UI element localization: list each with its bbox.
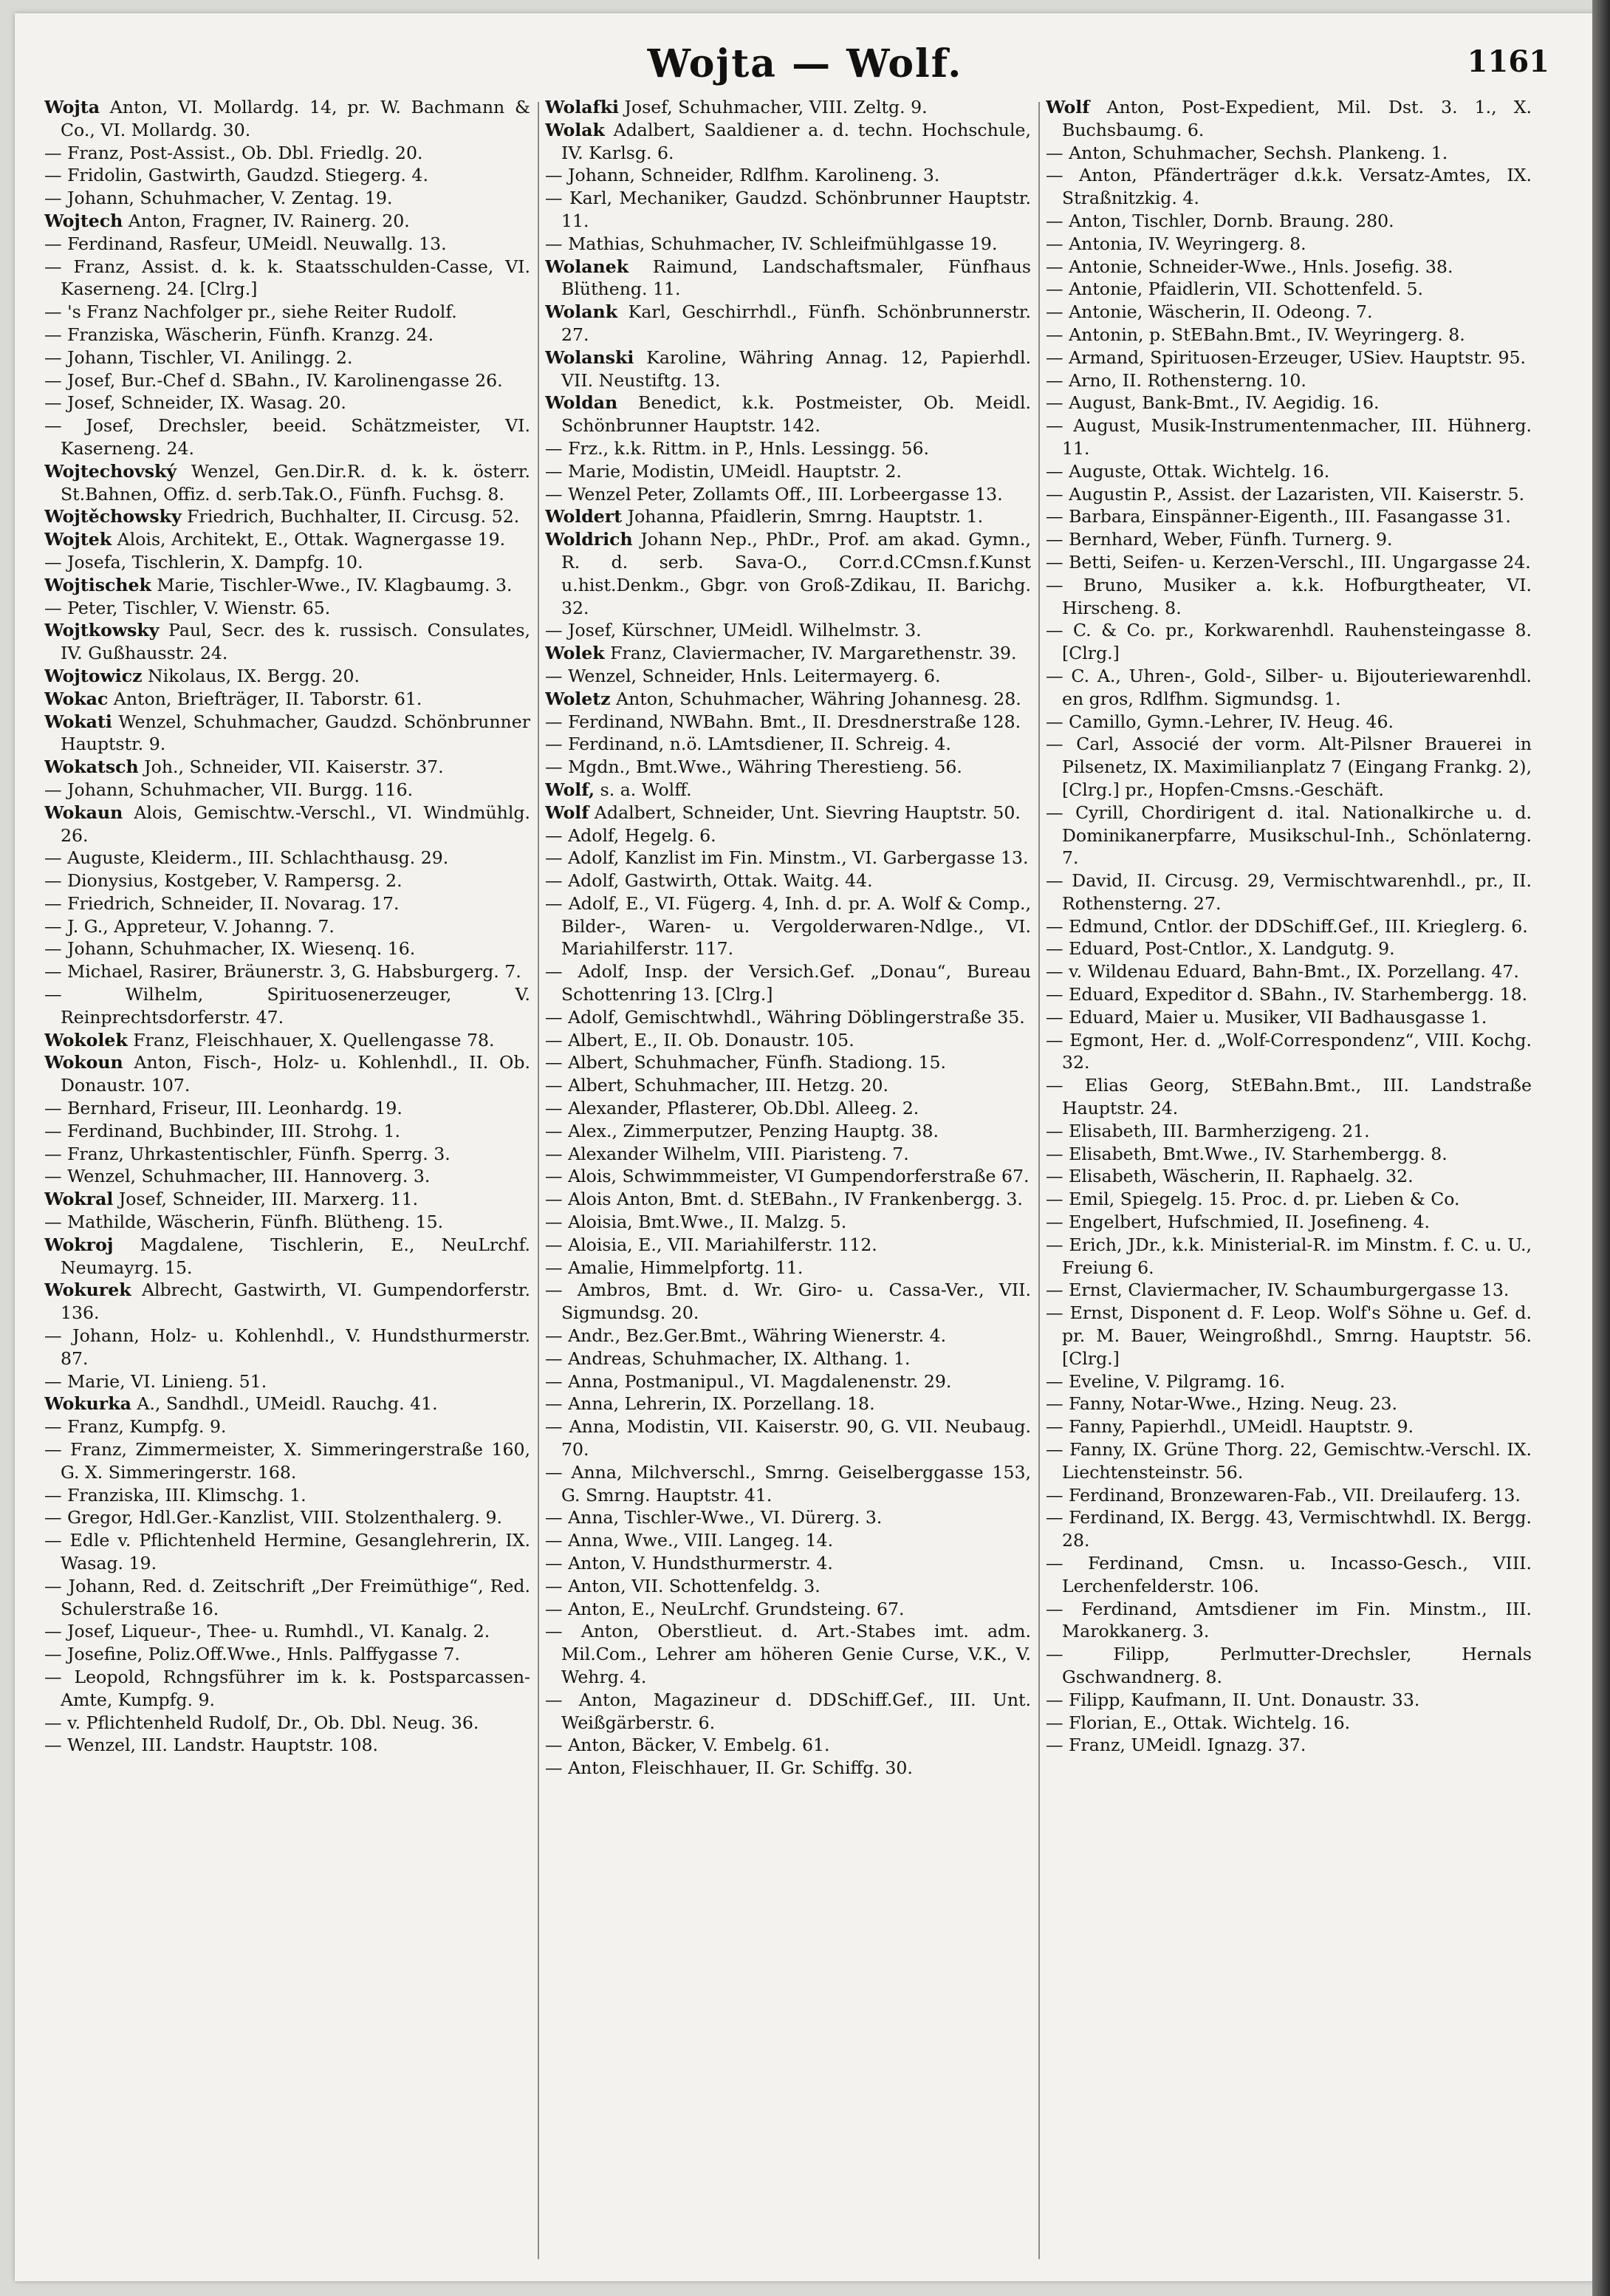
surname-heading: Woldan: [545, 392, 618, 414]
directory-entry: Wokoun Anton, Fisch-, Holz- u. Kohlenhdl., II. Ob. Donaustr. 107.: [44, 1052, 530, 1096]
directory-entry: — Eveline, V. Pilgramg. 16.: [1046, 1370, 1286, 1392]
surname-heading: Wojta: [44, 97, 100, 117]
directory-entry: — Ambros, Bmt. d. Wr. Giro- u. Cassa-Ver., VII. Sigmundsg. 20.: [545, 1279, 1031, 1324]
directory-entry: Wojtechovský Wenzel, Gen.Dir.R. d. k. k. österr. St.Bahnen, Offiz. d. serb.Tak.O., Fünfh. Fuchsg. 8.: [44, 460, 530, 505]
directory-entry: — Aloisia, Bmt.Wwe., II. Malzg. 5.: [545, 1212, 847, 1233]
directory-entry: — Antonia, IV. Weyringerg. 8.: [1046, 233, 1306, 254]
directory-entry: — Peter, Tischler, V. Wienstr. 65.: [44, 597, 331, 618]
directory-entry: — Johann, Schuhmacher, IX. Wiesenq. 16.: [44, 938, 416, 960]
directory-entry: — Johann, Schneider, Rdlfhm. Karolineng. 3.: [545, 165, 940, 186]
page-number: 1161: [1467, 44, 1549, 79]
directory-entry: — Ernst, Disponent d. F. Leop. Wolf's Söhne u. Gef. d. pr. M. Bauer, Weingroßhdl., Smrng. Hauptstr. 56. [Clrg.]: [1046, 1302, 1532, 1369]
directory-column-3: [1046, 96, 1532, 2261]
directory-entry: — Josef, Bur.-Chef d. SBahn., IV. Karolinengasse 26.: [44, 369, 503, 391]
directory-entry: — Franz, Post-Assist., Ob. Dbl. Friedlg. 20.: [44, 142, 423, 163]
directory-entry: — Fanny, Notar-Wwe., Hzing. Neug. 23.: [1046, 1393, 1398, 1415]
directory-entry: — Filipp, Kaufmann, II. Unt. Donaustr. 33.: [1046, 1689, 1420, 1710]
surname-heading: Woldrich: [545, 529, 633, 550]
surname-heading: Wojtěchowsky: [44, 506, 182, 527]
directory-entry: — August, Musik-Instrumentenmacher, III. Hühnerg. 11.: [1046, 415, 1532, 459]
directory-entry: — Alexander Wilhelm, VIII. Piaristeng. 7.: [545, 1143, 909, 1164]
directory-entry: — Adolf, Hegelg. 6.: [545, 824, 716, 846]
directory-entry: — Wenzel, III. Landstr. Hauptstr. 108.: [44, 1735, 379, 1756]
directory-entry: — Ferdinand, Buchbinder, III. Strohg. 1.: [44, 1120, 401, 1141]
directory-entry: — Adolf, E., VI. Fügerg. 4, Inh. d. pr. A. Wolf & Comp., Bilder-, Waren- u. Vergolderwaren-Ndlge., VI. Mariahilferstr. 117.: [545, 892, 1031, 960]
surname-heading: Wokroj: [44, 1234, 114, 1255]
directory-entry: — Anton, Tischler, Dornb. Braung. 280.: [1046, 210, 1394, 231]
directory-entry: Woletz Anton, Schuhmacher, Währing Johannesg. 28.: [545, 688, 1021, 709]
directory-entry: — Ferdinand, Bronzewaren-Fab., VII. Dreilauferg. 13.: [1046, 1484, 1521, 1506]
directory-entry: — Anna, Postmanipul., VI. Magdalenenstr. 29.: [545, 1370, 952, 1392]
directory-entry: Wolanski Karoline, Währing Annag. 12, Papierhdl. VII. Neustiftg. 13.: [545, 346, 1031, 391]
directory-entry: — Anna, Wwe., VIII. Langeg. 14.: [545, 1530, 834, 1551]
directory-entry: — Edle v. Pflichtenheld Hermine, Gesanglehrerin, IX. Wasag. 19.: [44, 1530, 530, 1574]
directory-entry: Wojta Anton, VI. Mollardg. 14, pr. W. Bachmann & Co., VI. Mollardg. 30.: [44, 97, 530, 140]
surname-heading: Wojtkowsky: [44, 620, 160, 641]
directory-entry: — Josefine, Poliz.Off.Wwe., Hnls. Palffygasse 7.: [44, 1644, 460, 1665]
directory-entry: — Barbara, Einspänner-Eigenth., III. Fasangasse 31.: [1046, 506, 1511, 527]
running-head: [15, 37, 1595, 96]
directory-entry: — Anton, V. Hundsthurmerstr. 4.: [545, 1553, 833, 1574]
directory-entry: — Armand, Spirituosen-Erzeuger, USiev. Hauptstr. 95.: [1046, 346, 1527, 368]
directory-entry: — Alex., Zimmerputzer, Penzing Hauptg. 38.: [545, 1120, 939, 1141]
directory-entry: — Antonin, p. StEBahn.Bmt., IV. Weyringerg. 8.: [1046, 324, 1465, 345]
surname-heading: Wojtech: [44, 210, 123, 231]
directory-entry: — Mgdn., Bmt.Wwe., Währing Therestieng. 56.: [545, 756, 962, 778]
directory-entry: — Anton, Oberstlieut. d. Art.-Stabes imt. adm. Mil.Com., Lehrer am höheren Genie Curse, V.K., V. Wehrg. 4.: [545, 1621, 1031, 1687]
directory-entry: — Adolf, Insp. der Versich.Gef. „Donau“, Bureau Schottenring 13. [Clrg.]: [545, 961, 1031, 1005]
directory-entry: — August, Bank-Bmt., IV. Aegidig. 16.: [1046, 392, 1380, 414]
directory-entry: — Augustin P., Assist. der Lazaristen, VII. Kaiserstr. 5.: [1046, 483, 1525, 505]
surname-heading: Wokurek: [44, 1279, 131, 1301]
directory-entry: — Johann, Holz- u. Kohlenhdl., V. Hundsthurmerstr. 87.: [44, 1325, 530, 1369]
surname-heading: Wolank: [545, 301, 618, 323]
directory-entry: — Elisabeth, Wäscherin, II. Raphaelg. 32.: [1046, 1166, 1414, 1187]
directory-entry: — Andreas, Schuhmacher, IX. Althang. 1.: [545, 1347, 911, 1369]
directory-entry: Wokroj Magdalene, Tischlerin, E., NeuLrchf. Neumayrg. 15.: [44, 1234, 530, 1278]
directory-entry: — Anton, E., NeuLrchf. Grundsteing. 67.: [545, 1598, 905, 1619]
directory-entry: — Marie, Modistin, UMeidl. Hauptstr. 2.: [545, 460, 902, 482]
column-rule: [538, 102, 539, 2259]
directory-entry: — Franz, UMeidl. Ignazg. 37.: [1046, 1735, 1306, 1756]
directory-entry: — Auguste, Kleiderm., III. Schlachthausg. 29.: [44, 847, 449, 869]
surname-heading: Wojtek: [44, 529, 112, 550]
directory-entry: — Antonie, Schneider-Wwe., Hnls. Josefig. 38.: [1046, 256, 1453, 277]
directory-entry: Woldrich Johann Nep., PhDr., Prof. am akad. Gymn., R. d. serb. Sava-O., Corr.d.CCmsn.f.Kunst u.hist.Denkm., Gbgr. von Groß-Zdikau, II. Barichg. 32.: [545, 529, 1031, 618]
directory-entry: — Ferdinand, Cmsn. u. Incasso-Gesch., VIII. Lerchenfelderstr. 106.: [1046, 1553, 1532, 1596]
column-rule: [1038, 102, 1040, 2259]
directory-entry: — Frz., k.k. Rittm. in P., Hnls. Lessingg. 56.: [545, 437, 929, 459]
surname-heading: Wolek: [545, 643, 605, 664]
directory-entry: Wolf, s. a. Wolff.: [545, 779, 692, 800]
directory-entry: — Johann, Red. d. Zeitschrift „Der Freimüthige“, Red. Schulerstraße 16.: [44, 1575, 530, 1619]
directory-entry: — Alois, Schwimmmeister, VI Gumpendorferstraße 67.: [545, 1166, 1030, 1187]
directory-entry: — Franz, Assist. d. k. k. Staatsschulden-Casse, VI. Kaserneng. 24. [Clrg.]: [44, 256, 530, 300]
directory-entry: — Antonie, Pfaidlerin, VII. Schottenfeld. 5.: [1046, 279, 1423, 300]
directory-entry: — Camillo, Gymn.-Lehrer, IV. Heug. 46.: [1046, 711, 1394, 732]
directory-entry: — C. & Co. pr., Korkwarenhdl. Rauhensteingasse 8. [Clrg.]: [1046, 620, 1532, 664]
directory-column-2: [545, 96, 1031, 2261]
directory-entry: Wokati Wenzel, Schuhmacher, Gaudzd. Schönbrunner Hauptstr. 9.: [44, 711, 530, 755]
directory-entry: — Johann, Schuhmacher, VII. Burgg. 116.: [44, 779, 414, 800]
directory-entry: — Mathilde, Wäscherin, Fünfh. Blütheng. 15.: [44, 1212, 444, 1233]
directory-entry: — Johann, Tischler, VI. Anilingg. 2.: [44, 346, 353, 368]
surname-heading: Wokac: [44, 688, 109, 709]
directory-entry: — Michael, Rasirer, Bräunerstr. 3, G. Habsburgerg. 7.: [44, 961, 521, 983]
surname-heading: Woldert: [545, 506, 623, 527]
surname-heading: Wolf: [545, 802, 589, 823]
directory-entry: Wolf Anton, Post-Expedient, Mil. Dst. 3. 1., X. Buchsbaumg. 6.: [1046, 97, 1532, 140]
directory-entry: — Fridolin, Gastwirth, Gaudzd. Stiegerg. 4.: [44, 165, 428, 186]
directory-entry: — Anton, Magazineur d. DDSchiff.Gef., III. Unt. Weißgärberstr. 6.: [545, 1689, 1031, 1733]
directory-entry: — C. A., Uhren-, Gold-, Silber- u. Bijouteriewarenhdl. en gros, Rdlfhm. Sigmundsg. 1.: [1046, 665, 1532, 709]
directory-entry: — Ferdinand, IX. Bergg. 43, Vermischtwhdl. IX. Bergg. 28.: [1046, 1507, 1532, 1551]
directory-entry: — Josef, Drechsler, beeid. Schätzmeister, VI. Kaserneng. 24.: [44, 415, 530, 459]
directory-entry: — Wilhelm, Spirituosenerzeuger, V. Reinprechtsdorferstr. 47.: [44, 984, 530, 1028]
directory-entry: — Karl, Mechaniker, Gaudzd. Schönbrunner Hauptstr. 11.: [545, 188, 1031, 231]
directory-entry: — Aloisia, E., VII. Mariahilferstr. 112.: [545, 1234, 877, 1255]
directory-entry: — Ferdinand, NWBahn. Bmt., II. Dresdnerstraße 128.: [545, 711, 1021, 732]
directory-entry: — Fanny, IX. Grüne Thorg. 22, Gemischtw.-Verschl. IX. Liechtensteinstr. 56.: [1046, 1439, 1532, 1483]
directory-entry: — Amalie, Himmelpfortg. 11.: [545, 1257, 804, 1278]
surname-heading: Wojtechovský: [44, 460, 177, 482]
directory-entry: — Anna, Tischler-Wwe., VI. Dürerg. 3.: [545, 1507, 883, 1528]
directory-entry: — Eduard, Post-Cntlor., X. Landgutg. 9.: [1046, 938, 1395, 960]
directory-entry: — Fanny, Papierhdl., UMeidl. Hauptstr. 9.: [1046, 1416, 1414, 1438]
directory-entry: — v. Pflichtenheld Rudolf, Dr., Ob. Dbl. Neug. 36.: [44, 1712, 479, 1733]
directory-entry: Wolanek Raimund, Landschaftsmaler, Fünfhaus Blütheng. 11.: [545, 256, 1031, 300]
surname-heading: Wokaun: [44, 802, 123, 823]
directory-entry: Wojtěchowsky Friedrich, Buchhalter, II. Circusg. 52.: [44, 506, 520, 527]
directory-entry: — Bernhard, Weber, Fünfh. Turnerg. 9.: [1046, 529, 1393, 550]
directory-entry: Wokaun Alois, Gemischtw.-Verschl., VI. Windmühlg. 26.: [44, 802, 530, 846]
surname-heading: Wolanek: [545, 256, 629, 277]
directory-entry: — Filipp, Perlmutter-Drechsler, Hernals Gschwandnerg. 8.: [1046, 1644, 1532, 1687]
directory-entry: — Elias Georg, StEBahn.Bmt., III. Landstraße Hauptstr. 24.: [1046, 1075, 1532, 1119]
directory-entry: — Florian, E., Ottak. Wichtelg. 16.: [1046, 1712, 1351, 1733]
directory-entry: — Adolf, Gemischtwhdl., Währing Döblingerstraße 35.: [545, 1006, 1025, 1028]
directory-entry: — Edmund, Cntlor. der DDSchiff.Gef., III. Krieglerg. 6.: [1046, 915, 1528, 937]
directory-entry: — Franz, Zimmermeister, X. Simmeringerstraße 160, G. X. Simmeringerstr. 168.: [44, 1439, 530, 1483]
directory-entry: — Ernst, Claviermacher, IV. Schaumburgergasse 13.: [1046, 1279, 1510, 1301]
directory-entry: Wolank Karl, Geschirrhdl., Fünfh. Schönbrunnerstr. 27.: [545, 301, 1031, 345]
directory-entry: — Bruno, Musiker a. k.k. Hofburgtheater, VI. Hirscheng. 8.: [1046, 574, 1532, 618]
directory-entry: — Leopold, Rchngsführer im k. k. Postsparcassen-Amte, Kumpfg. 9.: [44, 1666, 530, 1710]
directory-entry: — Eduard, Maier u. Musiker, VII Badhausgasse 1.: [1046, 1006, 1487, 1028]
directory-column-1: [44, 96, 530, 2261]
directory-entry: — Josef, Schneider, IX. Wasag. 20.: [44, 392, 346, 414]
directory-entry: — Wenzel, Schuhmacher, III. Hannoverg. 3.: [44, 1166, 431, 1187]
directory-entry: Wojtech Anton, Fragner, IV. Rainerg. 20.: [44, 210, 410, 231]
directory-entry: — Bernhard, Friseur, III. Leonhardg. 19.: [44, 1098, 402, 1119]
directory-entry: Wojtek Alois, Architekt, E., Ottak. Wagnergasse 19.: [44, 529, 506, 550]
surname-heading: Wokati: [44, 711, 112, 732]
directory-entry: — Alexander, Pflasterer, Ob.Dbl. Alleeg. 2.: [545, 1098, 919, 1119]
directory-entry: — Dionysius, Kostgeber, V. Rampersg. 2.: [44, 870, 402, 892]
directory-entry: Wolafki Josef, Schuhmacher, VIII. Zeltg. 9.: [545, 97, 928, 117]
directory-entry: — Johann, Schuhmacher, V. Zentag. 19.: [44, 188, 393, 209]
directory-entry: — Mathias, Schuhmacher, IV. Schleifmühlgasse 19.: [545, 233, 998, 254]
directory-entry: Wokac Anton, Briefträger, II. Taborstr. 61.: [44, 688, 422, 709]
directory-entry: Wolak Adalbert, Saaldiener a. d. techn. Hochschule, IV. Karlsg. 6.: [545, 119, 1031, 163]
directory-entry: — Elisabeth, III. Barmherzigeng. 21.: [1046, 1120, 1370, 1141]
directory-entry: — Engelbert, Hufschmied, II. Josefineng. 4.: [1046, 1212, 1431, 1233]
directory-entry: — Wenzel Peter, Zollamts Off., III. Lorbeergasse 13.: [545, 483, 1003, 505]
surname-heading: Wolak: [545, 119, 605, 140]
directory-entry: — Egmont, Her. d. „Wolf-Correspondenz“, VIII. Kochg. 32.: [1046, 1029, 1532, 1073]
surname-heading: Wolf: [1046, 97, 1090, 117]
directory-entry: — Anton, VII. Schottenfeldg. 3.: [545, 1575, 821, 1596]
directory-entry: — J. G., Appreteur, V. Johanng. 7.: [44, 915, 335, 937]
directory-page: [15, 13, 1595, 2281]
directory-entry: — David, II. Circusg. 29, Vermischtwarenhdl., pr., II. Rothensterng. 27.: [1046, 870, 1532, 914]
directory-entry: — Franziska, Wäscherin, Fünfh. Kranzg. 24.: [44, 324, 434, 345]
directory-entry: — Anton, Schuhmacher, Sechsh. Plankeng. 1.: [1046, 142, 1448, 163]
directory-entry: — Albert, E., II. Ob. Donaustr. 105.: [545, 1029, 854, 1050]
directory-entry: — Anton, Pfänderträger d.k.k. Versatz-Amtes, IX. Straßnitzkig. 4.: [1046, 165, 1532, 209]
directory-entry: — Gregor, Hdl.Ger.-Kanzlist, VIII. Stolzenthalerg. 9.: [44, 1507, 502, 1528]
surname-heading: Wolanski: [545, 346, 634, 368]
directory-entry: — Antonie, Wäscherin, II. Odeong. 7.: [1046, 301, 1373, 323]
directory-entry: — Marie, VI. Linieng. 51.: [44, 1370, 267, 1392]
directory-entry: Woldert Johanna, Pfaidlerin, Smrng. Hauptstr. 1.: [545, 506, 984, 527]
directory-entry: Wokatsch Joh., Schneider, VII. Kaiserstr. 37.: [44, 756, 444, 778]
directory-entry: — 's Franz Nachfolger pr., siehe Reiter Rudolf.: [44, 301, 457, 323]
surname-heading: Wokolek: [44, 1029, 128, 1050]
directory-entry: Wojtowicz Nikolaus, IX. Bergg. 20.: [44, 665, 360, 686]
directory-entry: Wojtkowsky Paul, Secr. des k. russisch. Consulates, IV. Gußhausstr. 24.: [44, 620, 530, 664]
directory-entry: — Josef, Liqueur-, Thee- u. Rumhdl., VI. Kanalg. 2.: [44, 1621, 490, 1642]
surname-heading: Wokoun: [44, 1052, 123, 1073]
directory-entry: — Auguste, Ottak. Wichtelg. 16.: [1046, 460, 1330, 482]
directory-entry: Wolf Adalbert, Schneider, Unt. Sievring Hauptstr. 50.: [545, 802, 1021, 823]
directory-entry: — Eduard, Expeditor d. SBahn., IV. Starhembergg. 18.: [1046, 984, 1528, 1005]
directory-entry: — Erich, JDr., k.k. Ministerial-R. im Minstm. f. C. u. U., Freiung 6.: [1046, 1234, 1532, 1278]
surname-heading: Wolafki: [545, 97, 620, 117]
directory-entry: — Betti, Seifen- u. Kerzen-Verschl., III. Ungargasse 24.: [1046, 551, 1531, 573]
directory-entry: Wokolek Franz, Fleischhauer, X. Quellengasse 78.: [44, 1029, 495, 1050]
directory-entry: — Cyrill, Chordirigent d. ital. Nationalkirche u. d. Dominikanerpfarre, Musikschul-Inh., Schönlaterng. 7.: [1046, 802, 1532, 869]
directory-entry: — Carl, Associé der vorm. Alt-Pilsner Brauerei in Pilsenetz, IX. Maximilianplatz 7 (Eingang Frankg. 2), [Clrg.] pr., Hopfen-Cmsns.-Geschäft.: [1046, 734, 1532, 800]
directory-entry: — Josefa, Tischlerin, X. Dampfg. 10.: [44, 551, 363, 573]
directory-entry: — Anna, Lehrerin, IX. Porzellang. 18.: [545, 1393, 875, 1415]
directory-entry: — Ferdinand, Rasfeur, UMeidl. Neuwallg. 13.: [44, 233, 447, 254]
directory-entry: Wojtischek Marie, Tischler-Wwe., IV. Klagbaumg. 3.: [44, 574, 513, 595]
surname-heading: Wolf,: [545, 779, 595, 800]
surname-heading: Wokurka: [44, 1393, 131, 1415]
directory-entry: — Franz, Kumpfg. 9.: [44, 1416, 227, 1438]
directory-entry: — v. Wildenau Eduard, Bahn-Bmt., IX. Porzellang. 47.: [1046, 961, 1519, 983]
directory-entry: — Wenzel, Schneider, Hnls. Leitermayerg. 6.: [545, 665, 941, 686]
directory-entry: — Anton, Fleischhauer, II. Gr. Schiffg. 30.: [545, 1757, 913, 1779]
surname-heading: Wokral: [44, 1189, 114, 1210]
directory-entry: Wolek Franz, Claviermacher, IV. Margarethenstr. 39.: [545, 643, 1017, 664]
directory-entry: — Ferdinand, Amtsdiener im Fin. Minstm., III. Marokkanerg. 3.: [1046, 1598, 1532, 1642]
surname-heading: Wokatsch: [44, 756, 139, 778]
directory-entry: — Franziska, III. Klimschg. 1.: [44, 1484, 306, 1506]
directory-entry: — Elisabeth, Bmt.Wwe., IV. Starhembergg. 8.: [1046, 1143, 1448, 1164]
directory-entry: — Josef, Kürschner, UMeidl. Wilhelmstr. 3.: [545, 620, 922, 641]
surname-heading: Woletz: [545, 688, 611, 709]
directory-entry: Woldan Benedict, k.k. Postmeister, Ob. Meidl. Schönbrunner Hauptstr. 142.: [545, 392, 1031, 437]
surname-heading: Wojtischek: [44, 574, 151, 595]
directory-entry: — Adolf, Kanzlist im Fin. Minstm., VI. Garbergasse 13.: [545, 847, 1029, 869]
directory-entry: Wokurka A., Sandhdl., UMeidl. Rauchg. 41.: [44, 1393, 438, 1415]
directory-entry: — Friedrich, Schneider, II. Novarag. 17.: [44, 892, 400, 914]
directory-entry: — Ferdinand, n.ö. LAmtsdiener, II. Schreig. 4.: [545, 734, 951, 755]
directory-entry: — Arno, II. Rothensterng. 10.: [1046, 369, 1306, 391]
surname-heading: Wojtowicz: [44, 665, 143, 686]
directory-entry: — Anton, Bäcker, V. Embelg. 61.: [545, 1735, 830, 1756]
directory-entry: — Adolf, Gastwirth, Ottak. Waitg. 44.: [545, 870, 873, 892]
directory-entry: — Anna, Milchverschl., Smrng. Geiselberggasse 153, G. Smrng. Hauptstr. 41.: [545, 1461, 1031, 1506]
directory-entry: — Anna, Modistin, VII. Kaiserstr. 90, G. VII. Neubaug. 70.: [545, 1416, 1031, 1460]
directory-entry: Wokurek Albrecht, Gastwirth, VI. Gumpendorferstr. 136.: [44, 1279, 530, 1324]
directory-entry: — Albert, Schuhmacher, III. Hetzg. 20.: [545, 1075, 888, 1096]
directory-entry: — Emil, Spiegelg. 15. Proc. d. pr. Lieben & Co.: [1046, 1189, 1460, 1210]
page-title: Wojta — Wolf.: [647, 41, 963, 86]
directory-entry: — Franz, Uhrkastentischler, Fünfh. Sperrg. 3.: [44, 1143, 451, 1164]
directory-entry: — Andr., Bez.Ger.Bmt., Währing Wienerstr. 4.: [545, 1325, 947, 1347]
page-edge-shadow: [1592, 0, 1610, 2296]
directory-entry: — Alois Anton, Bmt. d. StEBahn., IV Frankenbergg. 3.: [545, 1189, 1023, 1210]
directory-entry: Wokral Josef, Schneider, III. Marxerg. 11.: [44, 1189, 419, 1210]
directory-entry: — Albert, Schuhmacher, Fünfh. Stadiong. 15.: [545, 1052, 947, 1073]
